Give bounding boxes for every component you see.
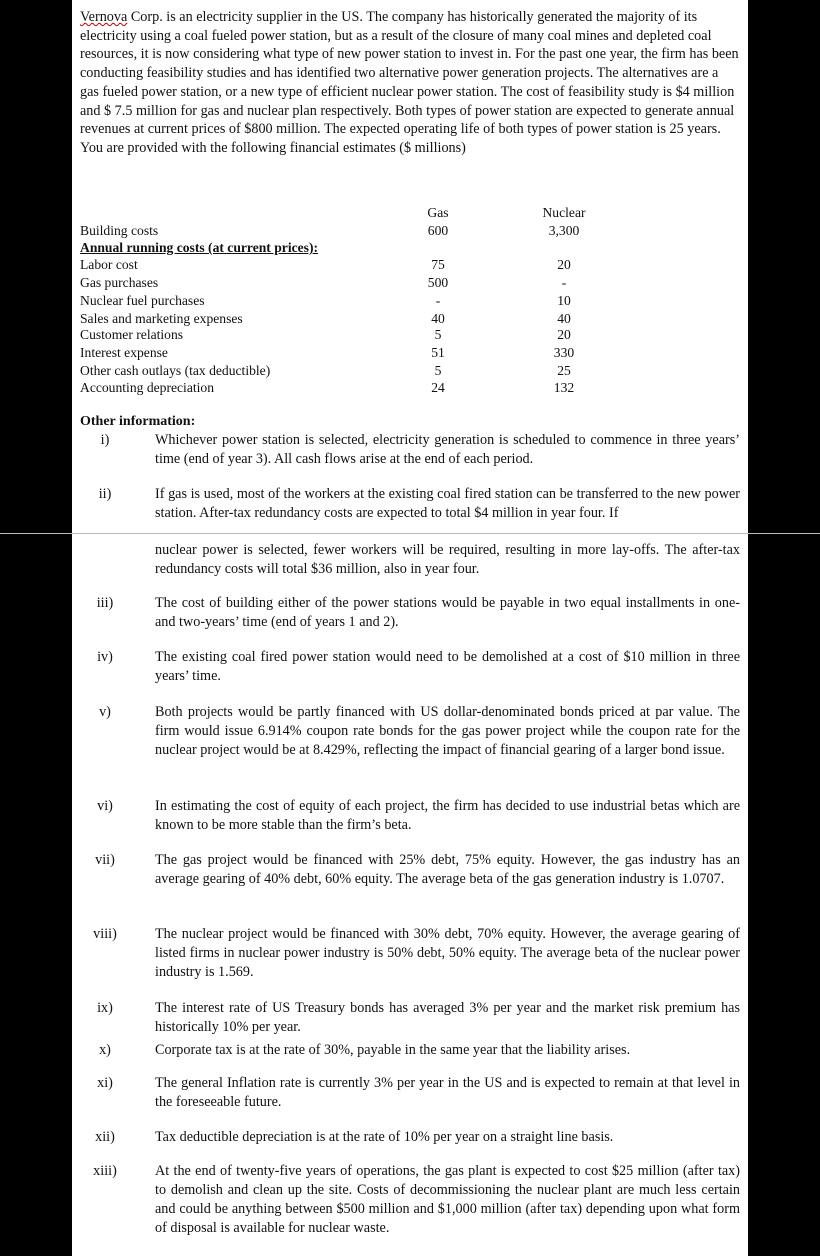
item-number: viii): [93, 926, 117, 942]
item-number: vii): [95, 852, 115, 868]
row-nuclear-value: 20: [557, 257, 571, 272]
document-page: [72, 0, 748, 1256]
item-text: The cost of building either of the power stations would be payable in two equal installments in one- and two-years’ time (end of years 1 and 2).: [155, 595, 740, 630]
building-costs-nuclear: 3,300: [548, 223, 580, 238]
row-gas-value: 5: [434, 363, 442, 378]
item-number: xi): [97, 1075, 113, 1091]
row-label: Gas purchases: [80, 275, 159, 290]
row-label: Customer relations: [80, 327, 184, 342]
item-text: The general Inflation rate is currently 3% per year in the US and is expected to remain at that level in the foreseeable future.: [155, 1075, 740, 1110]
row-nuclear-value: 132: [553, 380, 575, 395]
annual-running-costs-heading: Annual running costs (at current prices):: [80, 240, 319, 255]
table-row: [80, 379, 740, 397]
row-nuclear-value: 10: [557, 293, 571, 308]
item-number: ii): [98, 486, 112, 502]
row-nuclear-value: 330: [553, 345, 575, 360]
intro-paragraph: [80, 8, 740, 158]
item-text: Both projects would be partly financed with US dollar-denominated bonds priced at par value. The firm would issue 6.914% coupon rate bonds for the gas power project while the coupon rate for the nuclear project would be at 8.429%, reflecting the impact of financial gearing of a larger bond issue.: [155, 704, 740, 758]
row-gas-value: 24: [431, 380, 445, 395]
intro-text: Corp. is an electricity supplier in the US. The company has historically generated the majority of its electricity using a coal fueled power station, but as a result of the closure of many coal mines and depleted coal resources, it is now considering what type of new power station to invest in. For the past one year, the firm has been conducting feasibility studies and has identified two alternative power generation projects. The alternatives are a gas fueled power station, or a new type of efficient nuclear power station. The cost of feasibility study is $4 million and $ 7.5 million for gas and nuclear plan respectively. Both types of power station are expected to generate annual revenues at current prices of $800 million. The expected operating life of both types of power station is 25 years. You are provided with the following financial estimates ($ millions): [80, 9, 739, 156]
item-number: iii): [96, 595, 114, 611]
item-text: nuclear power is selected, fewer workers will be required, resulting in more lay-offs. The after-tax redundancy costs will total $36 million, also in year four.: [155, 542, 740, 577]
row-gas-value: -: [435, 293, 441, 308]
row-label: Accounting depreciation: [80, 380, 214, 395]
item-text: Corporate tax is at the rate of 30%, payable in the same year that the liability arises.: [155, 1042, 631, 1058]
row-gas-value: 5: [434, 327, 442, 342]
row-label: Other cash outlays (tax deductible): [80, 363, 271, 378]
row-label: Sales and marketing expenses: [80, 311, 243, 326]
table-header-row: [80, 204, 740, 222]
company-name: Vernova: [80, 9, 128, 25]
row-nuclear-value: 40: [557, 311, 571, 326]
table-row: [80, 362, 740, 380]
row-gas-value: 51: [431, 345, 445, 360]
item-text: The existing coal fired power station would need to be demolished at a cost of $10 million in three years’ time.: [155, 649, 740, 684]
table-row: [80, 344, 740, 362]
header-gas: Gas: [427, 205, 449, 220]
item-number: ix): [97, 1000, 113, 1016]
item-text: The interest rate of US Treasury bonds has averaged 3% per year and the market risk premium has historically 10% per year.: [155, 1000, 740, 1035]
item-text: At the end of twenty-five years of operations, the gas plant is expected to cost $25 million (after tax) to demolish and clean up the site. Costs of decommissioning the nuclear plant are much less certain and could be anything between $500 million and $1,000 million (after tax) depending upon what form of disposal is available for nuclear waste.: [155, 1163, 740, 1236]
row-gas-value: 40: [431, 311, 445, 326]
table-row: [80, 292, 740, 310]
row-label: Nuclear fuel purchases: [80, 293, 205, 308]
building-costs-row: [80, 222, 740, 240]
item-number: xiii): [93, 1163, 117, 1179]
table-row: [80, 256, 740, 274]
table-row: [80, 326, 740, 344]
item-number: xii): [95, 1129, 115, 1145]
building-costs-gas: 600: [427, 223, 449, 238]
section-row: [80, 239, 740, 257]
item-text: The gas project would be financed with 25% debt, 75% equity. However, the gas industry has an average gearing of 40% debt, 60% equity. The average beta of the gas generation industry is 1.0707.: [155, 852, 740, 887]
row-nuclear-value: 20: [557, 327, 571, 342]
building-costs-label: Building costs: [80, 223, 159, 238]
item-number: vi): [97, 798, 113, 814]
table-row: [80, 274, 740, 292]
row-gas-value: 75: [431, 257, 445, 272]
row-nuclear-value: -: [561, 275, 567, 290]
item-text: The nuclear project would be financed with 30% debt, 70% equity. However, the average gearing of listed firms in nuclear power industry is 50% debt, 50% equity. The average beta of the nuclear power industry is 1.569.: [155, 926, 740, 980]
header-nuclear: Nuclear: [542, 205, 586, 220]
row-gas-value: 500: [427, 275, 449, 290]
item-text: Tax deductible depreciation is at the rate of 10% per year on a straight line basis.: [155, 1129, 614, 1145]
item-number: x): [99, 1042, 111, 1058]
other-information-heading: Other information:: [80, 414, 196, 429]
page-break-line: [0, 533, 820, 534]
row-label: Labor cost: [80, 257, 138, 272]
row-nuclear-value: 25: [557, 363, 571, 378]
item-text: If gas is used, most of the workers at the existing coal fired station can be transferred to the new power station. After-tax redundancy costs are expected to total $4 million in year four. If: [155, 486, 740, 521]
item-number: iv): [97, 649, 113, 665]
item-number: i): [100, 432, 110, 448]
item-text: Whichever power station is selected, electricity generation is scheduled to commence in three years’ time (end of year 3). All cash flows arise at the end of each period.: [155, 432, 740, 467]
row-label: Interest expense: [80, 345, 168, 360]
item-text: In estimating the cost of equity of each project, the firm has decided to use industrial betas which are known to be more stable than the firm’s beta.: [155, 798, 740, 833]
item-number: v): [99, 704, 111, 720]
